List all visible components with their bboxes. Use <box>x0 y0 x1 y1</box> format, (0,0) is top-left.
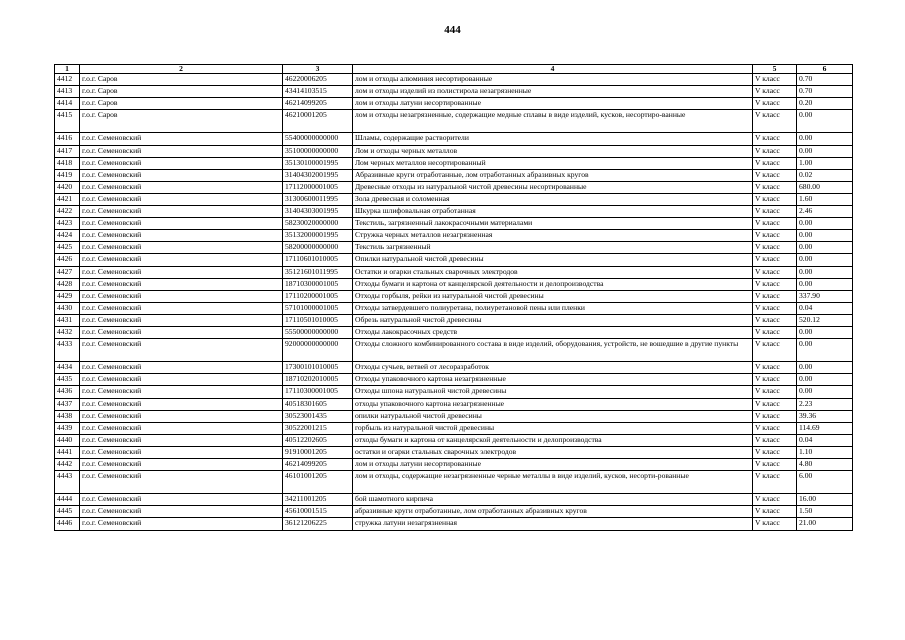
waste-code-cell: 17110601010005 <box>283 254 353 266</box>
amount-cell: 0.00 <box>797 242 853 254</box>
row-number-cell: 4420 <box>55 181 80 193</box>
row-number-cell: 4443 <box>55 471 80 494</box>
table-row <box>55 471 853 494</box>
district-cell: г.о.г. Семеновский <box>80 266 283 278</box>
table-row <box>55 326 853 338</box>
waste-name-cell: Лом черных металлов несортированный <box>353 157 753 169</box>
hazard-class-cell: V класс <box>753 326 797 338</box>
district-cell: г.о.г. Семеновский <box>80 410 283 422</box>
district-cell: г.о.г. Семеновский <box>80 471 283 494</box>
district-cell: г.о.г. Семеновский <box>80 254 283 266</box>
row-number-cell: 4436 <box>55 386 80 398</box>
waste-name-cell: лом и отходы изделий из полистирола незагрязненные <box>353 86 753 98</box>
column-header: 5 <box>753 65 797 74</box>
row-number-cell: 4412 <box>55 74 80 86</box>
district-cell: г.о.г. Семеновский <box>80 446 283 458</box>
row-number-cell: 4434 <box>55 362 80 374</box>
table-row <box>55 434 853 446</box>
hazard-class-cell: V класс <box>753 494 797 506</box>
amount-cell: 1.00 <box>797 157 853 169</box>
hazard-class-cell: V класс <box>753 446 797 458</box>
district-cell: г.о.г. Семеновский <box>80 278 283 290</box>
table-row <box>55 339 853 362</box>
waste-name-cell: Отходы упаковочного картона незагрязненные <box>353 374 753 386</box>
hazard-class-cell: V класс <box>753 193 797 205</box>
waste-name-cell: Остатки и огарки стальных сварочных электродов <box>353 266 753 278</box>
hazard-class-cell: V класс <box>753 471 797 494</box>
district-cell: г.о.г. Семеновский <box>80 398 283 410</box>
waste-code-cell: 46220006205 <box>283 74 353 86</box>
table-row <box>55 266 853 278</box>
table-row <box>55 386 853 398</box>
row-number-cell: 4423 <box>55 218 80 230</box>
district-cell: г.о.г. Семеновский <box>80 506 283 518</box>
waste-code-cell: 58230020000000 <box>283 218 353 230</box>
waste-code-cell: 36121206225 <box>283 518 353 530</box>
amount-cell: 0.00 <box>797 145 853 157</box>
amount-cell: 0.00 <box>797 362 853 374</box>
amount-cell: 21.00 <box>797 518 853 530</box>
row-number-cell: 4432 <box>55 326 80 338</box>
waste-name-cell: Текстиль загрязненный <box>353 242 753 254</box>
amount-cell: 337.90 <box>797 290 853 302</box>
amount-cell: 0.00 <box>797 326 853 338</box>
district-cell: г.о.г. Семеновский <box>80 339 283 362</box>
row-number-cell: 4417 <box>55 145 80 157</box>
table-body <box>55 74 853 531</box>
waste-name-cell: Зола древесная и соломенная <box>353 193 753 205</box>
hazard-class-cell: V класс <box>753 98 797 110</box>
table-row <box>55 254 853 266</box>
row-number-cell: 4427 <box>55 266 80 278</box>
waste-name-cell: Отходы сучьев, ветвей от лесоразработок <box>353 362 753 374</box>
hazard-class-cell: V класс <box>753 422 797 434</box>
waste-name-cell: абразивные круги отработанные, лом отработанных абразивных кругов <box>353 506 753 518</box>
row-number-cell: 4429 <box>55 290 80 302</box>
waste-code-cell: 91910001205 <box>283 446 353 458</box>
column-header: 6 <box>797 65 853 74</box>
waste-name-cell: Отходы затвердевшего полиуретана, полиуретановой пены или пленки <box>353 302 753 314</box>
hazard-class-cell: V класс <box>753 506 797 518</box>
table-row <box>55 242 853 254</box>
waste-code-cell: 30522001215 <box>283 422 353 434</box>
district-cell: г.о.г. Семеновский <box>80 494 283 506</box>
row-number-cell: 4415 <box>55 110 80 133</box>
column-header: 4 <box>353 65 753 74</box>
amount-cell: 0.20 <box>797 98 853 110</box>
hazard-class-cell: V класс <box>753 169 797 181</box>
district-cell: г.о.г. Семеновский <box>80 169 283 181</box>
amount-cell: 0.70 <box>797 86 853 98</box>
table-row <box>55 74 853 86</box>
column-header: 3 <box>283 65 353 74</box>
district-cell: г.о.г. Семеновский <box>80 157 283 169</box>
amount-cell: 0.00 <box>797 230 853 242</box>
district-cell: г.о.г. Семеновский <box>80 434 283 446</box>
district-cell: г.о.г. Семеновский <box>80 193 283 205</box>
hazard-class-cell: V класс <box>753 278 797 290</box>
row-number-cell: 4421 <box>55 193 80 205</box>
hazard-class-cell: V класс <box>753 374 797 386</box>
amount-cell: 2.23 <box>797 398 853 410</box>
waste-code-cell: 43414103515 <box>283 86 353 98</box>
amount-cell: 2.46 <box>797 206 853 218</box>
district-cell: г.о.г. Семеновский <box>80 218 283 230</box>
hazard-class-cell: V класс <box>753 290 797 302</box>
waste-name-cell: Отходы бумаги и картона от канцелярской деятельности и делопроизводства <box>353 278 753 290</box>
amount-cell: 1.10 <box>797 446 853 458</box>
row-number-cell: 4422 <box>55 206 80 218</box>
waste-code-cell: 31404303001995 <box>283 206 353 218</box>
row-number-cell: 4433 <box>55 339 80 362</box>
amount-cell: 0.00 <box>797 339 853 362</box>
hazard-class-cell: V класс <box>753 266 797 278</box>
hazard-class-cell: V класс <box>753 218 797 230</box>
row-number-cell: 4442 <box>55 459 80 471</box>
district-cell: г.о.г. Семеновский <box>80 181 283 193</box>
table-row <box>55 230 853 242</box>
table-row <box>55 494 853 506</box>
table-row <box>55 193 853 205</box>
table-row <box>55 110 853 133</box>
row-number-cell: 4446 <box>55 518 80 530</box>
district-cell: г.о.г. Семеновский <box>80 206 283 218</box>
waste-name-cell: лом и отходы латуни несортированные <box>353 459 753 471</box>
waste-name-cell: опилки натуральной чистой древесины <box>353 410 753 422</box>
waste-name-cell: лом и отходы латуни несортированные <box>353 98 753 110</box>
hazard-class-cell: V класс <box>753 110 797 133</box>
amount-cell: 0.00 <box>797 110 853 133</box>
hazard-class-cell: V класс <box>753 181 797 193</box>
table-row <box>55 302 853 314</box>
waste-name-cell: Лом и отходы черных металлов <box>353 145 753 157</box>
waste-code-cell: 18710300001005 <box>283 278 353 290</box>
district-cell: г.о.г. Семеновский <box>80 302 283 314</box>
waste-code-cell: 46101001205 <box>283 471 353 494</box>
amount-cell: 0.00 <box>797 386 853 398</box>
hazard-class-cell: V класс <box>753 339 797 362</box>
waste-code-cell: 17300101010005 <box>283 362 353 374</box>
row-number-cell: 4413 <box>55 86 80 98</box>
waste-code-cell: 40518301605 <box>283 398 353 410</box>
district-cell: г.о.г. Семеновский <box>80 230 283 242</box>
waste-code-cell: 58200000000000 <box>283 242 353 254</box>
table-row <box>55 290 853 302</box>
waste-code-cell: 35132000001995 <box>283 230 353 242</box>
amount-cell: 39.36 <box>797 410 853 422</box>
waste-code-cell: 35100000000000 <box>283 145 353 157</box>
hazard-class-cell: V класс <box>753 157 797 169</box>
amount-cell: 16.00 <box>797 494 853 506</box>
row-number-cell: 4419 <box>55 169 80 181</box>
row-number-cell: 4437 <box>55 398 80 410</box>
waste-code-cell: 35121601011995 <box>283 266 353 278</box>
waste-name-cell: Шкурка шлифовальная отработанная <box>353 206 753 218</box>
hazard-class-cell: V класс <box>753 230 797 242</box>
district-cell: г.о.г. Саров <box>80 98 283 110</box>
row-number-cell: 4414 <box>55 98 80 110</box>
hazard-class-cell: V класс <box>753 145 797 157</box>
row-number-cell: 4441 <box>55 446 80 458</box>
waste-code-cell: 35130100001995 <box>283 157 353 169</box>
amount-cell: 0.00 <box>797 254 853 266</box>
hazard-class-cell: V класс <box>753 302 797 314</box>
waste-code-cell: 57101000001005 <box>283 302 353 314</box>
waste-name-cell: Отходы лакокрасочных средств <box>353 326 753 338</box>
waste-name-cell: горбыль из натуральной чистой древесины <box>353 422 753 434</box>
amount-cell: 0.00 <box>797 218 853 230</box>
district-cell: г.о.г. Саров <box>80 86 283 98</box>
row-number-cell: 4428 <box>55 278 80 290</box>
waste-name-cell: Отходы сложного комбинированного состава в виде изделий, оборудования, устройств, не вошедшие в другие пункты <box>353 339 753 362</box>
district-cell: г.о.г. Семеновский <box>80 422 283 434</box>
header-row <box>55 65 853 74</box>
hazard-class-cell: V класс <box>753 206 797 218</box>
amount-cell: 680.00 <box>797 181 853 193</box>
waste-code-cell: 40512202605 <box>283 434 353 446</box>
hazard-class-cell: V класс <box>753 74 797 86</box>
waste-code-cell: 46214099205 <box>283 459 353 471</box>
table-row <box>55 145 853 157</box>
hazard-class-cell: V класс <box>753 242 797 254</box>
row-number-cell: 4425 <box>55 242 80 254</box>
waste-name-cell: Стружка черных металлов незагрязненная <box>353 230 753 242</box>
table-row <box>55 206 853 218</box>
row-number-cell: 4418 <box>55 157 80 169</box>
table-row <box>55 86 853 98</box>
waste-code-cell: 55400000000000 <box>283 133 353 145</box>
amount-cell: 0.00 <box>797 278 853 290</box>
table-row <box>55 422 853 434</box>
amount-cell: 0.00 <box>797 133 853 145</box>
waste-name-cell: лом и отходы алюминия несортированные <box>353 74 753 86</box>
waste-code-cell: 92000000000000 <box>283 339 353 362</box>
hazard-class-cell: V класс <box>753 133 797 145</box>
amount-cell: 6.00 <box>797 471 853 494</box>
waste-code-cell: 46210001205 <box>283 110 353 133</box>
table-row <box>55 398 853 410</box>
district-cell: г.о.г. Семеновский <box>80 326 283 338</box>
hazard-class-cell: V класс <box>753 362 797 374</box>
waste-name-cell: Шламы, содержащие растворители <box>353 133 753 145</box>
district-cell: г.о.г. Саров <box>80 74 283 86</box>
page-number: 444 <box>444 24 461 36</box>
table-row <box>55 362 853 374</box>
district-cell: г.о.г. Саров <box>80 110 283 133</box>
row-number-cell: 4430 <box>55 302 80 314</box>
column-header: 1 <box>55 65 80 74</box>
table-row <box>55 278 853 290</box>
waste-code-cell: 55500000000000 <box>283 326 353 338</box>
district-cell: г.о.г. Семеновский <box>80 374 283 386</box>
row-number-cell: 4444 <box>55 494 80 506</box>
hazard-class-cell: V класс <box>753 254 797 266</box>
waste-name-cell: Текстиль, загрязненный лакокрасочными материалами <box>353 218 753 230</box>
row-number-cell: 4440 <box>55 434 80 446</box>
waste-code-cell: 30523001435 <box>283 410 353 422</box>
amount-cell: 0.00 <box>797 266 853 278</box>
table-row <box>55 506 853 518</box>
waste-code-cell: 46214099205 <box>283 98 353 110</box>
amount-cell: 1.50 <box>797 506 853 518</box>
waste-code-cell: 18710202010005 <box>283 374 353 386</box>
waste-name-cell: Опилки натуральной чистой древесины <box>353 254 753 266</box>
waste-name-cell: лом и отходы, содержащие незагрязненные черные металлы в виде изделий, кусков, несорти-рованные <box>353 471 753 494</box>
district-cell: г.о.г. Семеновский <box>80 518 283 530</box>
district-cell: г.о.г. Семеновский <box>80 242 283 254</box>
row-number-cell: 4435 <box>55 374 80 386</box>
waste-code-cell: 34211001205 <box>283 494 353 506</box>
table-row <box>55 314 853 326</box>
waste-code-cell: 17110200001005 <box>283 290 353 302</box>
waste-name-cell: Древесные отходы из натуральной чистой древесины несортированные <box>353 181 753 193</box>
amount-cell: 0.04 <box>797 302 853 314</box>
waste-name-cell: отходы бумаги и картона от канцелярской деятельности и делопроизводства <box>353 434 753 446</box>
district-cell: г.о.г. Семеновский <box>80 459 283 471</box>
table-row <box>55 157 853 169</box>
waste-code-cell: 17110300001005 <box>283 386 353 398</box>
waste-code-cell: 31404302001995 <box>283 169 353 181</box>
waste-name-cell: Абразивные круги отработанные, лом отработанных абразивных кругов <box>353 169 753 181</box>
table-row <box>55 98 853 110</box>
table-row <box>55 133 853 145</box>
waste-code-cell: 17112000001005 <box>283 181 353 193</box>
hazard-class-cell: V класс <box>753 86 797 98</box>
amount-cell: 520.12 <box>797 314 853 326</box>
waste-name-cell: Обрезь натуральной чистой древесины <box>353 314 753 326</box>
hazard-class-cell: V класс <box>753 314 797 326</box>
waste-name-cell: стружка латуни незагрязненная <box>353 518 753 530</box>
waste-name-cell: отходы упаковочного картона незагрязненные <box>353 398 753 410</box>
district-cell: г.о.г. Семеновский <box>80 145 283 157</box>
row-number-cell: 4424 <box>55 230 80 242</box>
waste-name-cell: Отходы горбыля, рейки из натуральной чистой древесины <box>353 290 753 302</box>
amount-cell: 114.69 <box>797 422 853 434</box>
amount-cell: 1.60 <box>797 193 853 205</box>
hazard-class-cell: V класс <box>753 410 797 422</box>
table-row <box>55 374 853 386</box>
row-number-cell: 4438 <box>55 410 80 422</box>
hazard-class-cell: V класс <box>753 459 797 471</box>
district-cell: г.о.г. Семеновский <box>80 314 283 326</box>
district-cell: г.о.г. Семеновский <box>80 133 283 145</box>
row-number-cell: 4445 <box>55 506 80 518</box>
amount-cell: 0.02 <box>797 169 853 181</box>
table-row <box>55 169 853 181</box>
district-cell: г.о.г. Семеновский <box>80 386 283 398</box>
district-cell: г.о.г. Семеновский <box>80 290 283 302</box>
row-number-cell: 4431 <box>55 314 80 326</box>
hazard-class-cell: V класс <box>753 434 797 446</box>
hazard-class-cell: V класс <box>753 386 797 398</box>
amount-cell: 0.00 <box>797 374 853 386</box>
amount-cell: 0.04 <box>797 434 853 446</box>
amount-cell: 4.80 <box>797 459 853 471</box>
table-row <box>55 518 853 530</box>
hazard-class-cell: V класс <box>753 398 797 410</box>
row-number-cell: 4426 <box>55 254 80 266</box>
row-number-cell: 4416 <box>55 133 80 145</box>
table-row <box>55 181 853 193</box>
table-row <box>55 218 853 230</box>
table-row <box>55 446 853 458</box>
table-row <box>55 410 853 422</box>
district-cell: г.о.г. Семеновский <box>80 362 283 374</box>
waste-name-cell: бой шамотного кирпича <box>353 494 753 506</box>
waste-code-cell: 17110501010005 <box>283 314 353 326</box>
column-header: 2 <box>80 65 283 74</box>
amount-cell: 0.70 <box>797 74 853 86</box>
waste-code-cell: 45610001515 <box>283 506 353 518</box>
table-row <box>55 459 853 471</box>
waste-registry-table <box>54 64 853 531</box>
waste-name-cell: остатки и огарки стальных сварочных электродов <box>353 446 753 458</box>
waste-code-cell: 31300600011995 <box>283 193 353 205</box>
waste-name-cell: лом и отходы незагрязненные, содержащие медные сплавы в виде изделий, кусков, несортиро-ванные <box>353 110 753 133</box>
hazard-class-cell: V класс <box>753 518 797 530</box>
waste-name-cell: Отходы шпона натуральной чистой древесины <box>353 386 753 398</box>
row-number-cell: 4439 <box>55 422 80 434</box>
